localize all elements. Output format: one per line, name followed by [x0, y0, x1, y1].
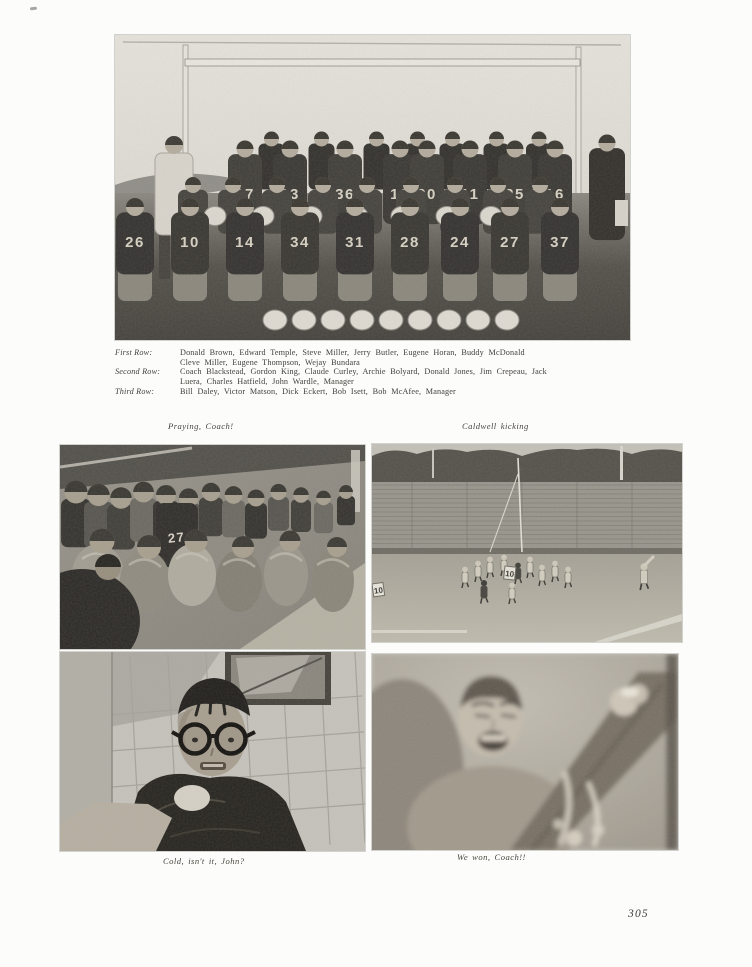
film-grain: [115, 35, 630, 340]
roster-row-label: Second Row:: [115, 367, 161, 377]
caption-we-won: We won, Coach!!: [457, 852, 526, 862]
kicking-photo: [372, 444, 682, 642]
roster-row-second: [115, 367, 643, 386]
roster-row-third: [115, 387, 643, 397]
roster-row-label: Third Row:: [115, 386, 155, 396]
film-grain: [372, 444, 682, 642]
team-photo: [115, 35, 630, 340]
page-number: 305: [628, 908, 649, 920]
cold-john-graphic: [60, 652, 365, 851]
film-grain: [60, 652, 365, 851]
roster-row-first: [115, 348, 643, 367]
we-won-photo: [372, 654, 678, 850]
team-photo-graphic: [115, 35, 630, 340]
cold-john-photo: [60, 652, 365, 851]
roster-caption: [115, 348, 643, 397]
caption-cold-john: Cold, isn't it, John?: [163, 856, 245, 866]
film-grain: [60, 445, 365, 649]
roster-line: Cleve Miller, Eugene Thompson, Wejay Bundara: [180, 357, 360, 367]
praying-photo: [60, 445, 365, 649]
we-won-graphic: [372, 654, 678, 850]
roster-line: Donald Brown, Edward Temple, Steve Miller, Jerry Butler, Eugene Horan, Buddy McDonald: [180, 348, 525, 357]
roster-row-label: First Row:: [115, 348, 153, 357]
roster-line: Coach Blackstead, Gordon King, Claude Curley, Archie Bolyard, Donald Jones, Jim Crepeau, Jack: [180, 367, 547, 377]
roster-line: Luera, Charles Hatfield, John Wardle, Manager: [180, 377, 354, 387]
scan-speck: [30, 7, 37, 11]
caption-praying: Praying, Coach!: [168, 421, 234, 431]
caption-kicking: Caldwell kicking: [462, 421, 529, 431]
praying-photo-graphic: [60, 445, 365, 649]
roster-line: Bill Daley, Victor Matson, Dick Eckert, Bob Isett, Bob McAfee, Manager: [180, 386, 456, 396]
film-grain: [372, 654, 678, 850]
kicking-photo-graphic: [372, 444, 682, 642]
